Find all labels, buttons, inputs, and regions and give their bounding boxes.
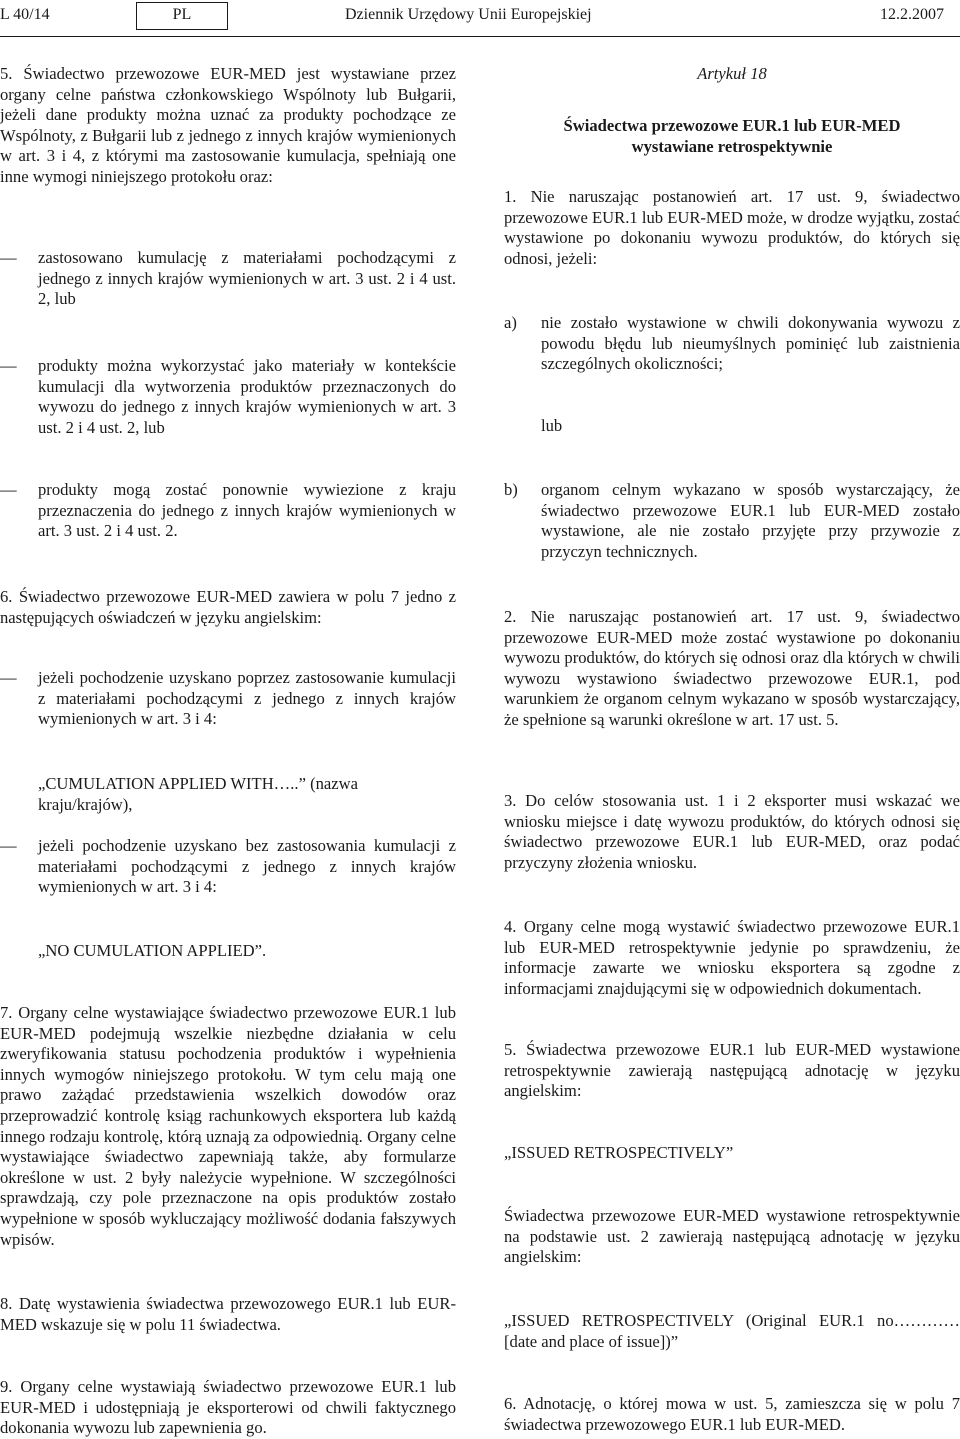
article-18-paragraph-6: 6. Adnotację, o której mowa w ust. 5, zamieszcza się w polu 7 świadectwa przewozowego EUR.1 lub EUR-MED. (504, 1394, 960, 1434)
paragraph-7: 7. Organy celne wystawiające świadectwo przewozowe EUR.1 lub EUR-MED podejmują wszelkie niezbędne działania w celu zweryfikowania statusu pochodzenia produktów i wypełnienia innych wymogów niniejszego protokołu. W tym celu mają one prawo zażądać przedstawienia wszelkich dowodów oraz przeprowadzić kontrolę ksiąg rachunkowych eksportera lub każdą innego rodzaju kontrolę, którą uznają za odpowiednią. Organy celne wystawiające świadectwo zapewniają także, aby formularze określone w ust. 2 były należycie wypełnione. W szczególności sprawdzają, czy pole przeznaczone na opis produktów zostało wypełnione w sposób wykluczający możliwość dodania fałszywych wpisów. (0, 1003, 456, 1249)
dash-marker: — (0, 480, 17, 499)
no-cumulation-quote: „NO CUMULATION APPLIED”. (38, 941, 267, 960)
publication-date: 12.2.2007 (880, 6, 944, 23)
lub-connector: lub (541, 416, 563, 435)
dash-marker: — (0, 836, 17, 855)
dash-marker: — (0, 356, 17, 375)
dash-marker: — (0, 248, 17, 267)
point-b-text: organom celnym wykazano w sposób wystarczający, że świadectwo przewozowe EUR.1 lub EUR-MED zostało wystawione, ale nie zostało przyjęte przy przywozie z przyczyn technicznych. (541, 480, 960, 561)
paragraph-6-item-1: jeżeli pochodzenie uzyskano poprzez zastosowanie kumulacji z materiałami pochodzącymi z jednego z innych krajów wymienionych w art. 3 i 4: (38, 668, 456, 729)
article-18-paragraph-1: 1. Nie naruszając postanowień art. 17 ust. 9, świadectwo przewozowe EUR.1 lub EUR-MED może, w drodze wyjątku, zostać wystawione po dokonaniu wywozu produktów, do których się odnosi, jeżeli: (504, 187, 960, 268)
article-18-paragraph-3: 3. Do celów stosowania ust. 1 i 2 eksporter musi wskazać we wniosku miejsce i datę wywozu produktów, do których odnosi się świadectwo przewozowe EUR.1 lub EUR-MED, oraz podać przyczyny złożenia wniosku. (504, 791, 960, 872)
point-a-label: a) (504, 313, 517, 332)
article-18-paragraph-5: 5. Świadectwa przewozowe EUR.1 lub EUR-MED wystawione retrospektywnie zawierają następującą adnotację w języku angielskim: (504, 1040, 960, 1101)
page-number: L 40/14 (0, 6, 50, 23)
dash-marker: — (0, 668, 17, 687)
paragraph-5-item-3: produkty mogą zostać ponownie wywiezione z kraju przeznaczenia do jednego z innych krajów wymienionych w art. 3 ust. 2 i 4 ust. 2. (38, 480, 456, 541)
paragraph-6: 6. Świadectwo przewozowe EUR-MED zawiera w polu 7 jedno z następujących oświadczeń w języku angielskim: (0, 587, 456, 627)
article-title: Świadectwa przewozowe EUR.1 lub EUR-MED wystawiane retrospektywnie (563, 116, 901, 156)
point-a-text: nie zostało wystawione w chwili dokonywania wywozu z powodu błędu lub nieumyślnych pominięć lub zaistnienia szczególnych okoliczności; (541, 313, 960, 374)
issued-retrospectively-quote: „ISSUED RETROSPECTIVELY” (504, 1143, 734, 1162)
paragraph-8: 8. Datę wystawienia świadectwa przewozowego EUR.1 lub EUR-MED wskazuje się w polu 11 świadectwa. (0, 1294, 456, 1334)
journal-title: Dziennik Urzędowy Unii Europejskiej (345, 6, 592, 23)
cumulation-applied-quote: „CUMULATION APPLIED WITH…..” (nazwa kraju/krajów), (38, 774, 358, 814)
article-number: Artykuł 18 (697, 64, 767, 83)
paragraph-9: 9. Organy celne wystawiają świadectwo przewozowe EUR.1 lub EUR-MED i udostępniają je eksporterowi od chwili faktycznego dokonania wywozu lub zapewnienia go. (0, 1377, 456, 1438)
article-18-paragraph-4: 4. Organy celne mogą wystawić świadectwo przewozowe EUR.1 lub EUR-MED retrospektywnie jedynie po sprawdzeniu, że informacje zawarte we wniosku eksportera są zgodne z informacjami znajdującymi się w odpowiednich dokumentach. (504, 917, 960, 998)
article-18-paragraph-2: 2. Nie naruszając postanowień art. 17 ust. 9, świadectwo przewozowe EUR-MED może zostać wystawione po dokonaniu wywozu produktów, do których się odnosi oraz dla których w chwili wywozu wystawiono świadectwo przewozowe EUR.1, pod warunkiem że organom celnym wykazano w sposób wystarczający, że spełnione są warunki określone w art. 17 ust. 5. (504, 607, 960, 729)
paragraph-5: 5. Świadectwo przewozowe EUR-MED jest wystawiane przez organy celne państwa członkowskiego Wspólnoty lub Bułgarii, jeżeli dane produkty można uznać za produkty pochodzące ze Wspólnoty, z Bułgarii lub z jednego z innych krajów wymienionych w art. 3 i 4, z którymi ma zastosowanie kumulacja, spełniają one inne wymogi niniejszego protokołu oraz: (0, 64, 456, 186)
paragraph-6-item-2: jeżeli pochodzenie uzyskano bez zastosowania kumulacji z materiałami pochodzącymi z jednego z innych krajów wymienionych w art. 3 i 4: (38, 836, 456, 897)
paragraph-5-item-2: produkty można wykorzystać jako materiały w kontekście kumulacji dla wytworzenia produktów przeznaczonych do wywozu do jednego z innych krajów wymienionych w art. 3 ust. 2 i 4 ust. 2, lub (38, 356, 456, 437)
point-b-label: b) (504, 480, 518, 499)
article-18-paragraph-5-continued: Świadectwa przewozowe EUR-MED wystawione retrospektywnie na podstawie ust. 2 zawierają następującą adnotację w języku angielskim: (504, 1206, 960, 1267)
issued-retrospectively-original-quote: „ISSUED RETROSPECTIVELY (Original EUR.1 no…………[date and place of issue])” (504, 1311, 960, 1351)
language-code: PL (172, 6, 192, 23)
paragraph-5-item-1: zastosowano kumulację z materiałami pochodzącymi z jednego z innych krajów wymienionych w art. 3 ust. 2 i 4 ust. 2, lub (38, 248, 456, 309)
header-rule (0, 36, 960, 37)
